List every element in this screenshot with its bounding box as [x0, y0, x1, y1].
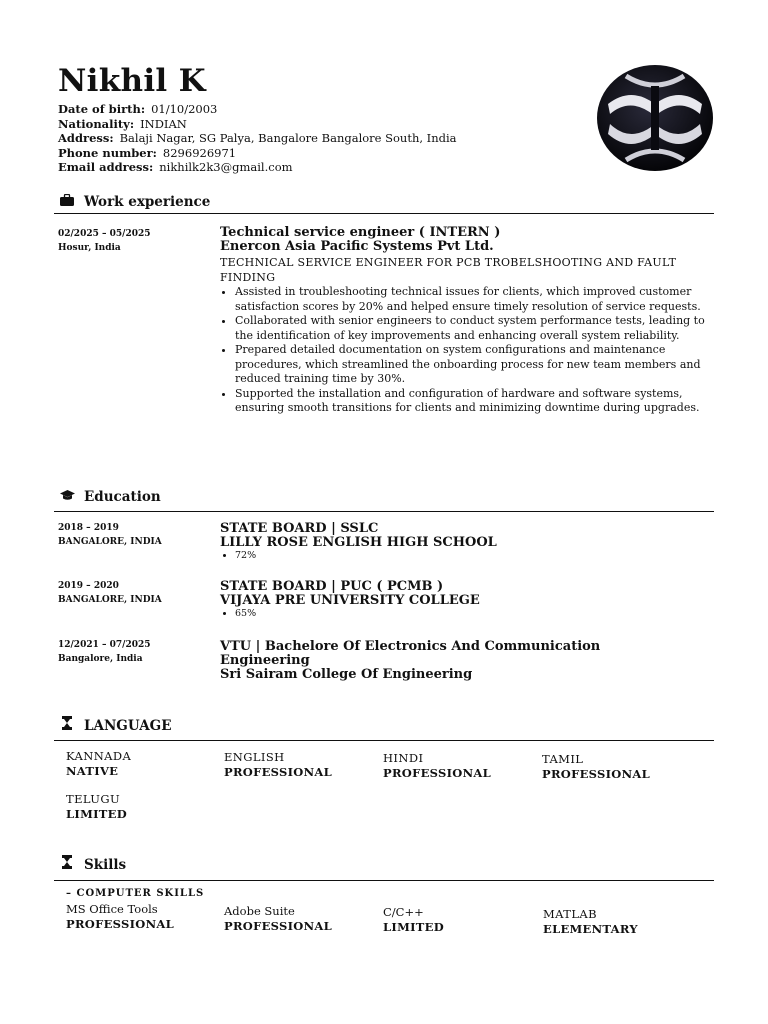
contact-label: Nationality: [58, 116, 135, 131]
contact-nationality [58, 117, 457, 132]
language-item [383, 751, 491, 780]
graduation-cap-icon [58, 490, 76, 504]
section-skills [58, 855, 126, 873]
section-title: Education [84, 489, 161, 505]
contact-value: nikhilk2k3@gmail.com [159, 160, 293, 175]
language-level: NATIVE [66, 763, 119, 778]
language-item [224, 750, 332, 779]
education-bullets [220, 608, 710, 620]
contact-label: Phone number: [58, 145, 157, 160]
work-dates: 02/2025 – 05/2025 [58, 229, 151, 239]
education-location: BANGALORE, INDIA [58, 536, 162, 547]
school-name: Sri Sairam College Of Engineering [220, 667, 473, 682]
contact-email [58, 160, 457, 175]
language-name: HINDI [383, 751, 424, 765]
skill-item [224, 904, 332, 933]
section-education [58, 489, 161, 505]
language-level: PROFESSIONAL [224, 764, 333, 779]
work-meta [58, 228, 151, 255]
skill-item [543, 907, 638, 936]
contact-label: Date of birth: [58, 102, 146, 116]
contact-dob [58, 102, 457, 117]
work-location: Hosur, India [58, 242, 121, 253]
skill-category: – COMPUTER SKILLS [66, 888, 205, 899]
section-divider [54, 880, 714, 881]
skill-name: MS Office Tools [66, 902, 158, 916]
job-bullets [220, 285, 710, 416]
education-meta [58, 522, 162, 549]
job-title: Technical service engineer ( INTERN ) [220, 225, 501, 240]
skill-item [66, 902, 174, 931]
language-name: TAMIL [542, 752, 584, 766]
skill-level: LIMITED [383, 919, 444, 934]
education-bullets [220, 550, 710, 562]
contact-details [58, 102, 457, 175]
language-name: TELUGU [66, 792, 121, 806]
contact-value: 8296926971 [162, 145, 237, 160]
skill-name: C/C++ [383, 905, 424, 919]
section-language [58, 716, 172, 734]
job-subtitle: TECHNICAL SERVICE ENGINEER FOR PCB TROBELSHOOTING AND FAULT FINDING [220, 256, 677, 284]
company-name: Enercon Asia Pacific Systems Pvt Ltd. [220, 239, 494, 254]
contact-value: INDIAN [140, 116, 187, 131]
education-score: • 65% [235, 608, 710, 620]
contact-label: Address: [58, 131, 114, 146]
education-dates: 2018 – 2019 [58, 523, 119, 533]
education-meta [58, 580, 162, 607]
school-name: VIJAYA PRE UNIVERSITY COLLEGE [220, 593, 480, 608]
education-entry [220, 640, 640, 682]
language-level: PROFESSIONAL [542, 766, 651, 781]
contact-value: 01/10/2003 [151, 102, 218, 116]
skill-level: PROFESSIONAL [66, 916, 175, 931]
education-location: BANGALORE, INDIA [58, 594, 162, 605]
education-title: STATE BOARD | SSLC [220, 521, 379, 536]
skill-name: Adobe Suite [224, 904, 295, 918]
list-item: • Supported the installation and configuration of hardware and software systems, ensuring smooth transitions for clients and minimizing downtime during upgrades. [235, 387, 710, 416]
list-item: • Collaborated with senior engineers to conduct system performance tests, leading to the identification of key improvements and enhancing overall system reliability. [235, 314, 710, 343]
language-item [66, 792, 127, 821]
profile-photo [596, 64, 714, 172]
education-entry [220, 522, 710, 562]
section-divider [54, 213, 714, 214]
education-score: • 72% [235, 550, 710, 562]
skill-level: ELEMENTARY [543, 921, 638, 936]
education-entry [220, 580, 710, 620]
education-title: VTU | Bachelore Of Electronics And Communication Engineering [220, 639, 601, 668]
language-item [542, 752, 650, 781]
education-title: STATE BOARD | PUC ( PCMB ) [220, 579, 444, 594]
education-dates: 2019 – 2020 [58, 581, 119, 591]
briefcase-icon [58, 194, 76, 209]
section-divider [54, 511, 714, 512]
section-work-experience [58, 194, 210, 210]
language-item [66, 749, 131, 778]
section-divider [54, 740, 714, 741]
contact-label: Email address: [58, 160, 154, 175]
contact-address [58, 131, 457, 146]
list-item: • Prepared detailed documentation on system configurations and maintenance procedures, which streamlined the onboarding process for new team members and reduced training time by 30%. [235, 343, 710, 387]
skill-item [383, 905, 444, 934]
education-dates: 12/2021 – 07/2025 [58, 640, 151, 650]
section-title: LANGUAGE [84, 718, 172, 734]
education-meta [58, 639, 151, 666]
section-title: Skills [84, 857, 127, 873]
candidate-name: Nikhil K [58, 63, 206, 99]
skill-level: PROFESSIONAL [224, 918, 333, 933]
language-name: KANNADA [66, 749, 132, 763]
education-location: Bangalore, India [58, 653, 143, 664]
contact-phone [58, 146, 457, 161]
work-entry [220, 226, 710, 416]
list-item: • Assisted in troubleshooting technical issues for clients, which improved customer satisfaction scores by 20% and helped ensure timely resolution of service requests. [235, 285, 710, 314]
language-name: ENGLISH [224, 750, 285, 764]
section-title: Work experience [84, 194, 211, 210]
skill-name: MATLAB [543, 907, 597, 921]
flag-icon [58, 855, 76, 872]
school-name: LILLY ROSE ENGLISH HIGH SCHOOL [220, 535, 497, 550]
contact-value: Balaji Nagar, SG Palya, Bangalore Bangalore South, India [119, 131, 457, 146]
language-level: PROFESSIONAL [383, 765, 492, 780]
flag-icon [58, 716, 76, 733]
language-level: LIMITED [66, 806, 127, 821]
